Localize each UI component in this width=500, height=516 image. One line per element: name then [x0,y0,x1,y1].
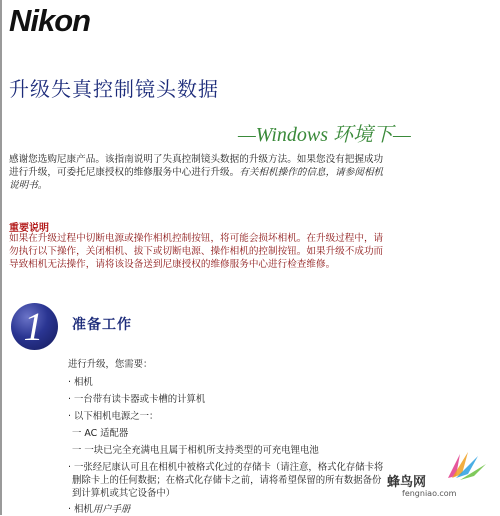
intro-text: 进行升级，可委托尼康授权的维修服务中心进行升级。 [9,167,240,178]
list-item-continuation: 到计算机或其它设备中） [72,488,176,499]
watermark-url: fengniao.com [402,489,457,498]
step-title: 准备工作 [72,317,132,333]
left-border-rule [0,0,2,515]
page-subtitle: —Windows 环境下— [238,124,411,146]
list-lead: 进行升级，您需要： [68,359,153,370]
watermark-text: 蜂鸟网 [387,475,427,490]
list-item-text: · 相机 [68,504,93,515]
intro-line: 感谢您选购尼康产品。该指南说明了失真控制镜头数据的升级方法。如果您没有把握成功 [9,154,384,165]
warning-heading: 重要说明 [9,223,49,234]
step-number-badge [11,303,58,350]
page-title: 升级失真控制镜头数据 [9,77,219,101]
intro-paragraph [9,153,487,192]
list-item: · 一张经尼康认可且在相机中被格式化过的存储卡（请注意，格式化存储卡将 [68,462,384,473]
warning-line: 勿执行以下操作，关闭相机、拔下或切断电源、操作相机的控制按钮。如果升级不成功而 [9,246,384,257]
warning-line: 如果在升级过程中切断电源或操作相机控制按钮，将可能会损坏相机。在升级过程中，请 [9,233,384,244]
list-item: · 相机 [68,377,93,388]
intro-line: 说明书。 [9,180,48,191]
warning-line: 导致相机无法操作，请将该设备送到尼康授权的维修服务中心进行检查维修。 [9,259,336,270]
list-item: · 一台带有读卡器或卡槽的计算机 [68,394,206,405]
list-item-emphasis: 用户手册 [92,504,131,515]
list-item-continuation: 删除卡上的任何数据；在格式化存储卡之前，请将希望保留的所有数据备份 [72,475,382,486]
intro-line [9,166,487,179]
list-subitem: 一 AC 适配器 [72,428,129,439]
list-subitem: 一 一块已完全充满电且属于相机所支持类型的可充电锂电池 [72,445,319,456]
intro-emphasis: 有关相机操作的信息，请参阅相机 [239,167,384,178]
list-item: · 以下相机电源之一： [68,411,159,422]
warning-paragraph [9,232,487,271]
step-number: 1 [23,303,44,349]
nikon-logo: Nikon [9,3,91,38]
